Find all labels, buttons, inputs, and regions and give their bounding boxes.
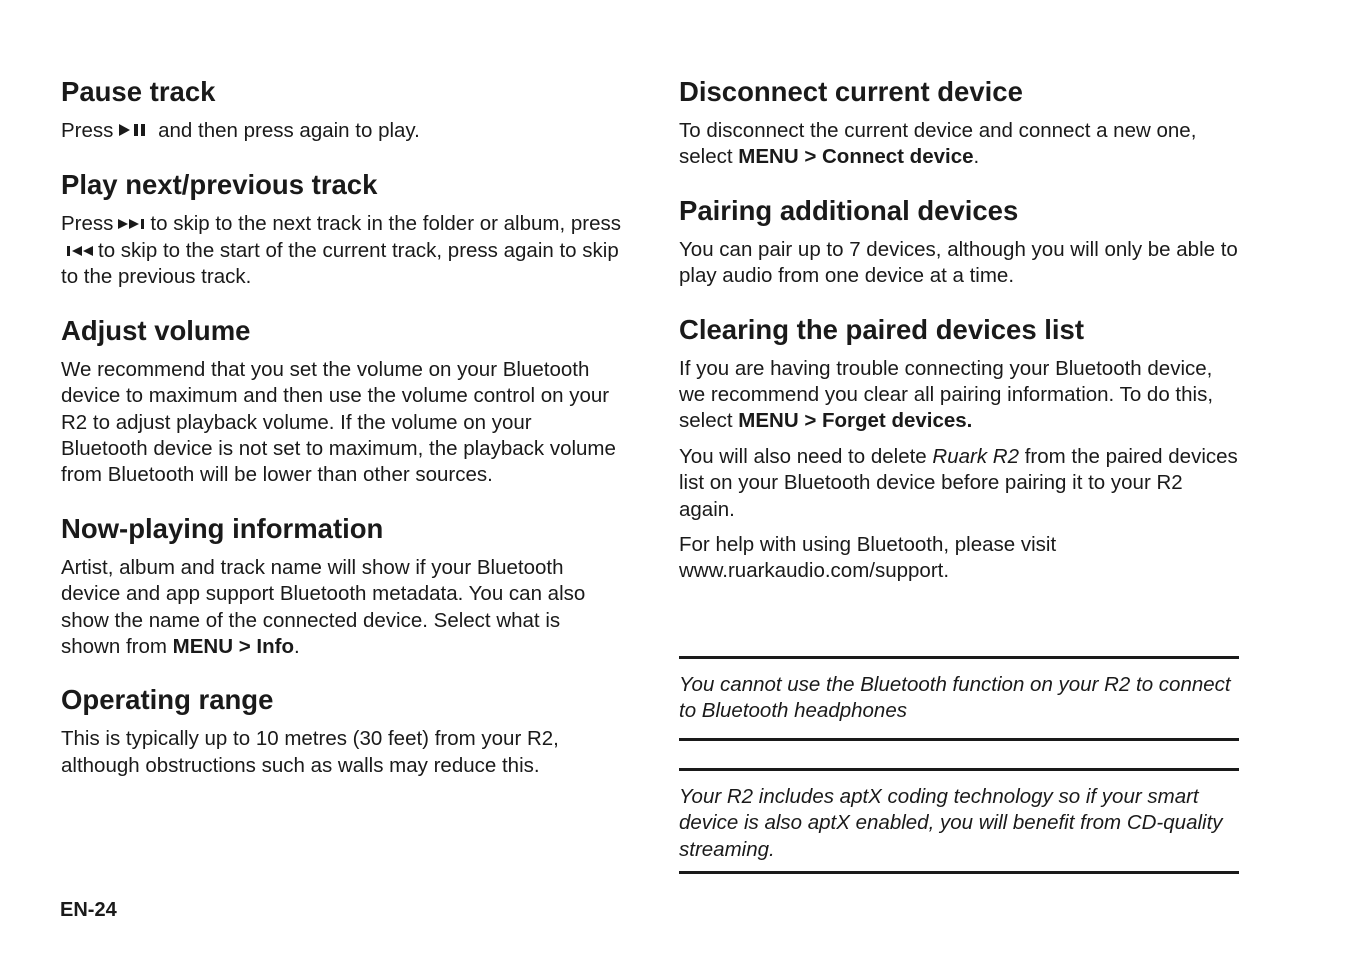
- section-pause-track: [61, 74, 621, 145]
- text-fragment: and then press again to play.: [158, 119, 420, 142]
- note-headphones: [679, 656, 1239, 741]
- heading-disconnect: Disconnect current device: [679, 76, 1023, 107]
- text-clearing-2: [679, 444, 1239, 523]
- heading-pairing: Pairing additional devices: [679, 194, 1019, 226]
- play-pause-icon: [117, 118, 149, 144]
- note-headphones-text: You cannot use the Bluetooth function on your R2 to connect to Bluetooth headphones: [679, 673, 1231, 723]
- section-disconnect: [679, 74, 1239, 171]
- menu-path: MENU > Info: [172, 635, 294, 658]
- text-fragment: To disconnect the current device and connect a new one, select: [679, 119, 1197, 169]
- text-fragment: Press: [61, 211, 114, 235]
- text-fragment: You will also need to delete: [679, 444, 927, 468]
- heading-next-previous: Play next/previous track: [61, 168, 378, 200]
- section-operating-range: [61, 682, 621, 779]
- text-fragment: If you are having trouble connecting your Bluetooth device, we recommend you clear all pairing information. To do this, select: [679, 356, 1214, 433]
- menu-path: MENU > Forget devices.: [738, 409, 973, 433]
- text-fragment: .: [293, 635, 300, 658]
- section-pairing: [679, 193, 1239, 290]
- text-fragment: to skip to the next track in the folder or album, press: [150, 211, 621, 235]
- text-fragment: .: [973, 145, 980, 169]
- text-fragment: to skip to the start of the current track, press again to skip to the previous track.: [61, 238, 619, 289]
- text-fragment: Artist, album and track name will show if your Bluetooth device and app support Bluetooth metadata. You can also show the name of the connected device. Select what is shown from: [61, 555, 586, 658]
- text-next-previous: [61, 211, 621, 291]
- heading-operating-range: Operating range: [61, 684, 274, 716]
- text-clearing-1: [679, 356, 1239, 435]
- right-column: [679, 74, 1239, 607]
- text-adjust-volume: We recommend that you set the volume on your Bluetooth device to maximum and then use the volume control on your R2 to adjust playback volume. If the volume on your Bluetooth device is not set to maximum, the playback volume from Bluetooth will be lower than other sources.: [61, 357, 616, 487]
- heading-clearing: Clearing the paired devices list: [679, 313, 1085, 345]
- note-aptx: [679, 768, 1239, 874]
- heading-pause-track: Pause track: [61, 76, 216, 107]
- heading-now-playing: Now-playing information: [61, 512, 384, 544]
- text-operating-range: This is typically up to 10 metres (30 feet) from your R2, although obstructions such as walls may reduce this.: [61, 727, 559, 777]
- heading-adjust-volume: Adjust volume: [61, 314, 251, 346]
- text-pause-track: [61, 118, 621, 145]
- text-fragment: Press: [61, 119, 114, 142]
- menu-path: MENU > Connect device: [738, 145, 974, 169]
- device-name: Ruark R2: [932, 444, 1019, 468]
- text-clearing-3: For help with using Bluetooth, please visit www.ruarkaudio.com/support.: [679, 533, 1057, 583]
- previous-track-icon: [65, 238, 95, 264]
- page-number: EN-24: [60, 899, 117, 921]
- text-now-playing: [61, 555, 621, 661]
- note-aptx-text: Your R2 includes aptX coding technology so if your smart device is also aptX enabled, you will benefit from CD-quality streaming.: [679, 785, 1223, 861]
- text-fragment: from the paired devices list on your Bluetooth device before pairing it to your R2 again.: [679, 444, 1238, 521]
- left-column: [61, 74, 621, 801]
- section-next-previous: [61, 167, 621, 291]
- section-adjust-volume: [61, 313, 621, 489]
- section-clearing: [679, 312, 1239, 585]
- next-track-icon: [117, 211, 147, 237]
- section-now-playing: [61, 511, 621, 661]
- text-pairing: You can pair up to 7 devices, although you will only be able to play audio from one device at a time.: [679, 237, 1238, 288]
- text-disconnect: [679, 118, 1239, 171]
